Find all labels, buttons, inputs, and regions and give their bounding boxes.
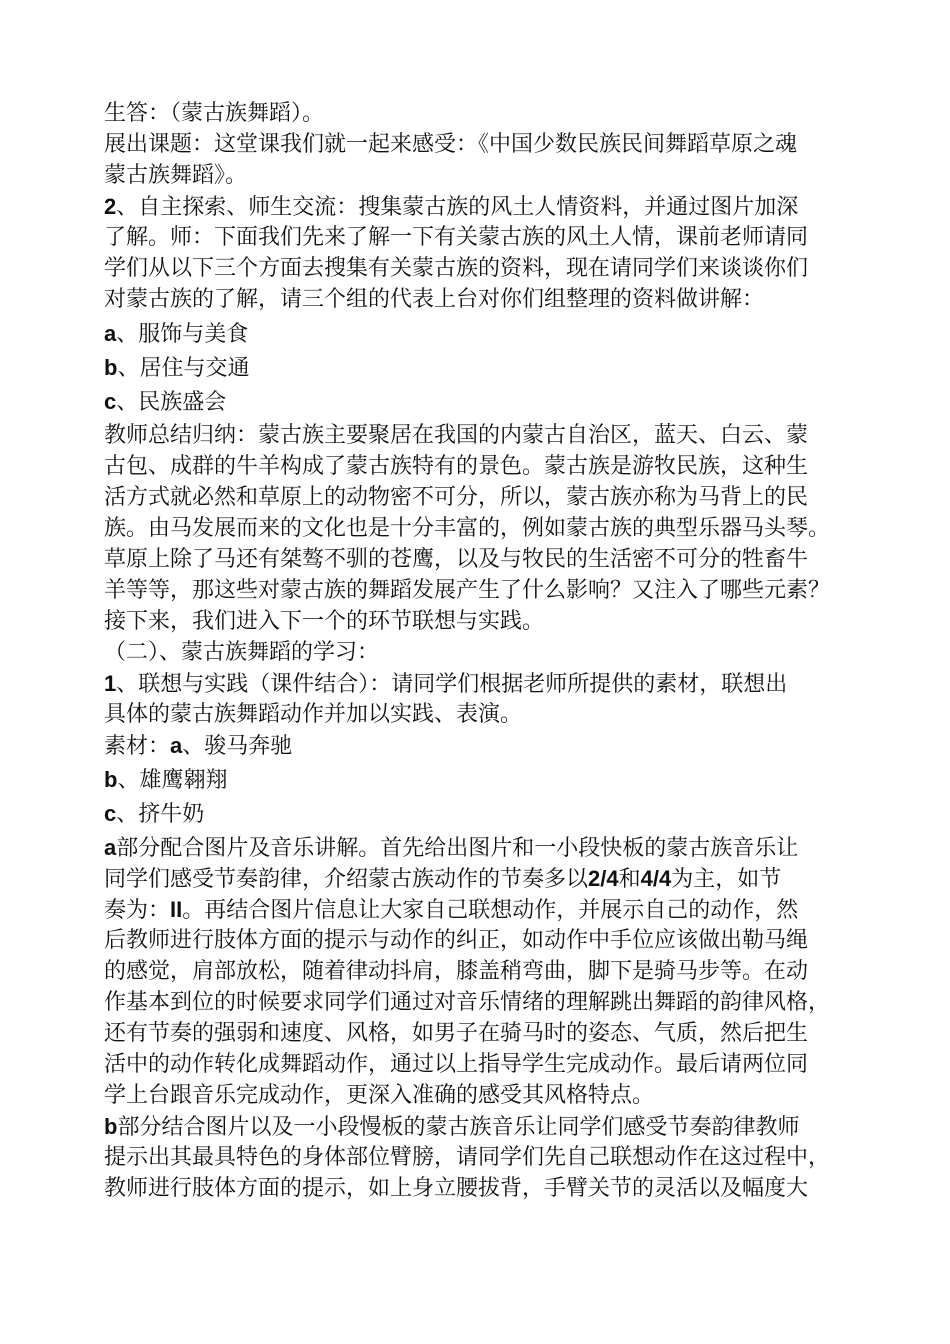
text-line (104, 544, 884, 575)
text-line (104, 318, 884, 349)
line-lead-marker: b (104, 1114, 118, 1139)
line-text: 作基本到位的时候要求同学们通过对音乐情绪的理解跳出舞蹈的韵律风格， (104, 990, 831, 1015)
text-line (104, 352, 884, 383)
line-text: 奏为： (104, 898, 171, 923)
line-text: 教师总结归纳：蒙古族主要聚居在我国的内蒙古自治区，蓝天、白云、蒙 (104, 423, 809, 448)
line-lead-marker: a (104, 835, 117, 860)
line-text: 后教师进行肢体方面的提示与动作的纠正，如动作中手位应该做出勒马绳 (104, 928, 809, 953)
text-line (104, 1080, 884, 1111)
line-lead-marker: a (104, 321, 117, 346)
line-text: 、骏马奔驰 (182, 734, 293, 759)
line-text: 族。由马发展而来的文化也是十分丰富的，例如蒙古族的典型乐器马头琴。 (104, 516, 831, 541)
line-text: 活方式就必然和草原上的动物密不可分，所以，蒙古族亦称为马背上的民 (104, 485, 809, 510)
line-bold-value: II (170, 897, 183, 922)
line-text: 、雄鹰翱翔 (117, 768, 228, 793)
text-line (104, 386, 884, 417)
text-line (104, 730, 884, 761)
text-line (104, 420, 884, 451)
text-line (104, 1173, 884, 1204)
line-prefix: 素材： (104, 734, 171, 759)
text-line (104, 1018, 884, 1049)
line-text: 生答：（蒙古族舞蹈）。 (104, 101, 325, 126)
text-line (104, 513, 884, 544)
line-text: 了解。师：下面我们先来了解一下有关蒙古族的风土人情，课前老师请同 (104, 225, 809, 250)
line-text: 还有节奏的强弱和速度、风格，如男子在骑马时的姿态、气质，然后把生 (104, 1021, 809, 1046)
text-line (104, 606, 884, 637)
line-text: 草原上除了马还有桀骜不驯的苍鹰，以及与牧民的生活密不可分的牲畜牛 (104, 547, 809, 572)
line-bold-value: 2/4 (588, 866, 619, 891)
text-line (104, 925, 884, 956)
text-line (104, 637, 884, 668)
line-text: 同学们感受节奏韵律，介绍蒙古族动作的节奏多以 (104, 867, 589, 892)
line-text: 接下来，我们进入下一个的环节联想与实践。 (104, 609, 545, 634)
line-text: 部分配合图片及音乐讲解。首先给出图片和一小段快板的蒙古族音乐让 (116, 836, 799, 861)
text-line (104, 668, 884, 699)
line-text: 活中的动作转化成舞蹈动作，通过以上指导学生完成动作。最后请两位同 (104, 1052, 809, 1077)
text-line (104, 798, 884, 829)
text-line (104, 451, 884, 482)
line-text: 学们从以下三个方面去搜集有关蒙古族的资料，现在请同学们来谈谈你们 (104, 256, 809, 281)
text-line (104, 956, 884, 987)
line-bold-value: 4/4 (640, 866, 672, 891)
line-text: 的感觉，肩部放松，随着律动抖肩，膝盖稍弯曲，脚下是骑马步等。在动 (104, 959, 809, 984)
line-text: 提示出其最具特色的身体部位臂膀，请同学们先自己联想动作在这过程中， (104, 1145, 831, 1170)
line-text: 蒙古族舞蹈》。 (104, 163, 248, 188)
line-lead-marker: b (104, 767, 118, 792)
line-text: 、居住与交通 (117, 356, 250, 381)
line-lead-marker: 2 (104, 194, 117, 219)
text-line (104, 699, 884, 730)
line-text: 具体的蒙古族舞蹈动作并加以实践、表演。 (104, 702, 523, 727)
line-text: 、民族盛会 (116, 390, 227, 415)
text-line (104, 575, 884, 606)
text-line (104, 1111, 884, 1142)
text-line (104, 191, 884, 222)
line-text: 羊等等，那这些对蒙古族的舞蹈发展产生了什么影响？又注入了哪些元素？ (104, 578, 831, 603)
line-text: 对蒙古族的了解，请三个组的代表上台对你们组整理的资料做讲解： (104, 287, 765, 312)
line-text: 、挤牛奶 (116, 802, 205, 827)
line-text: 、联想与实践（课件结合）：请同学们根据老师所提供的素材，联想出 (116, 672, 788, 697)
line-text: 部分结合图片以及一小段慢板的蒙古族音乐让同学们感受节奏韵律教师 (117, 1115, 800, 1140)
line-lead-marker: b (104, 355, 118, 380)
line-lead-marker: c (104, 801, 117, 826)
line-lead-marker: c (104, 389, 117, 414)
line-text: 、自主探索、师生交流：搜集蒙古族的风土人情资料，并通过图片加深 (116, 195, 799, 220)
text-line (104, 222, 884, 253)
text-line (104, 253, 884, 284)
line-text-mid: 和 (618, 867, 641, 892)
line-text: 教师进行肢体方面的提示，如上身立腰拔背，手臂关节的灵活以及幅度大 (104, 1176, 809, 1201)
text-line (104, 894, 884, 925)
text-line (104, 863, 884, 894)
line-text-tail: 为主，如节 (671, 867, 782, 892)
line-text: 、服饰与美食 (116, 322, 249, 347)
text-line (104, 1049, 884, 1080)
text-line (104, 160, 884, 191)
text-line (104, 832, 884, 863)
document-page (104, 98, 884, 1204)
text-line (104, 284, 884, 315)
line-text: 展出课题：这堂课我们就一起来感受：《中国少数民族民间舞蹈草原之魂 (104, 132, 798, 157)
text-line (104, 764, 884, 795)
text-line (104, 482, 884, 513)
line-lead-marker: a (170, 733, 183, 758)
text-line (104, 987, 884, 1018)
line-text-mid: 。再结合图片信息让大家自己联想动作，并展示自己的动作，然 (182, 898, 799, 923)
text-line (104, 1142, 884, 1173)
line-lead-marker: 1 (104, 671, 117, 696)
text-line (104, 129, 884, 160)
line-text: 古包、成群的牛羊构成了蒙古族特有的景色。蒙古族是游牧民族，这种生 (104, 454, 809, 479)
text-line (104, 98, 884, 129)
line-text: （二）、蒙古族舞蹈的学习： (104, 640, 380, 665)
line-text: 学上台跟音乐完成动作，更深入准确的感受其风格特点。 (104, 1083, 655, 1108)
